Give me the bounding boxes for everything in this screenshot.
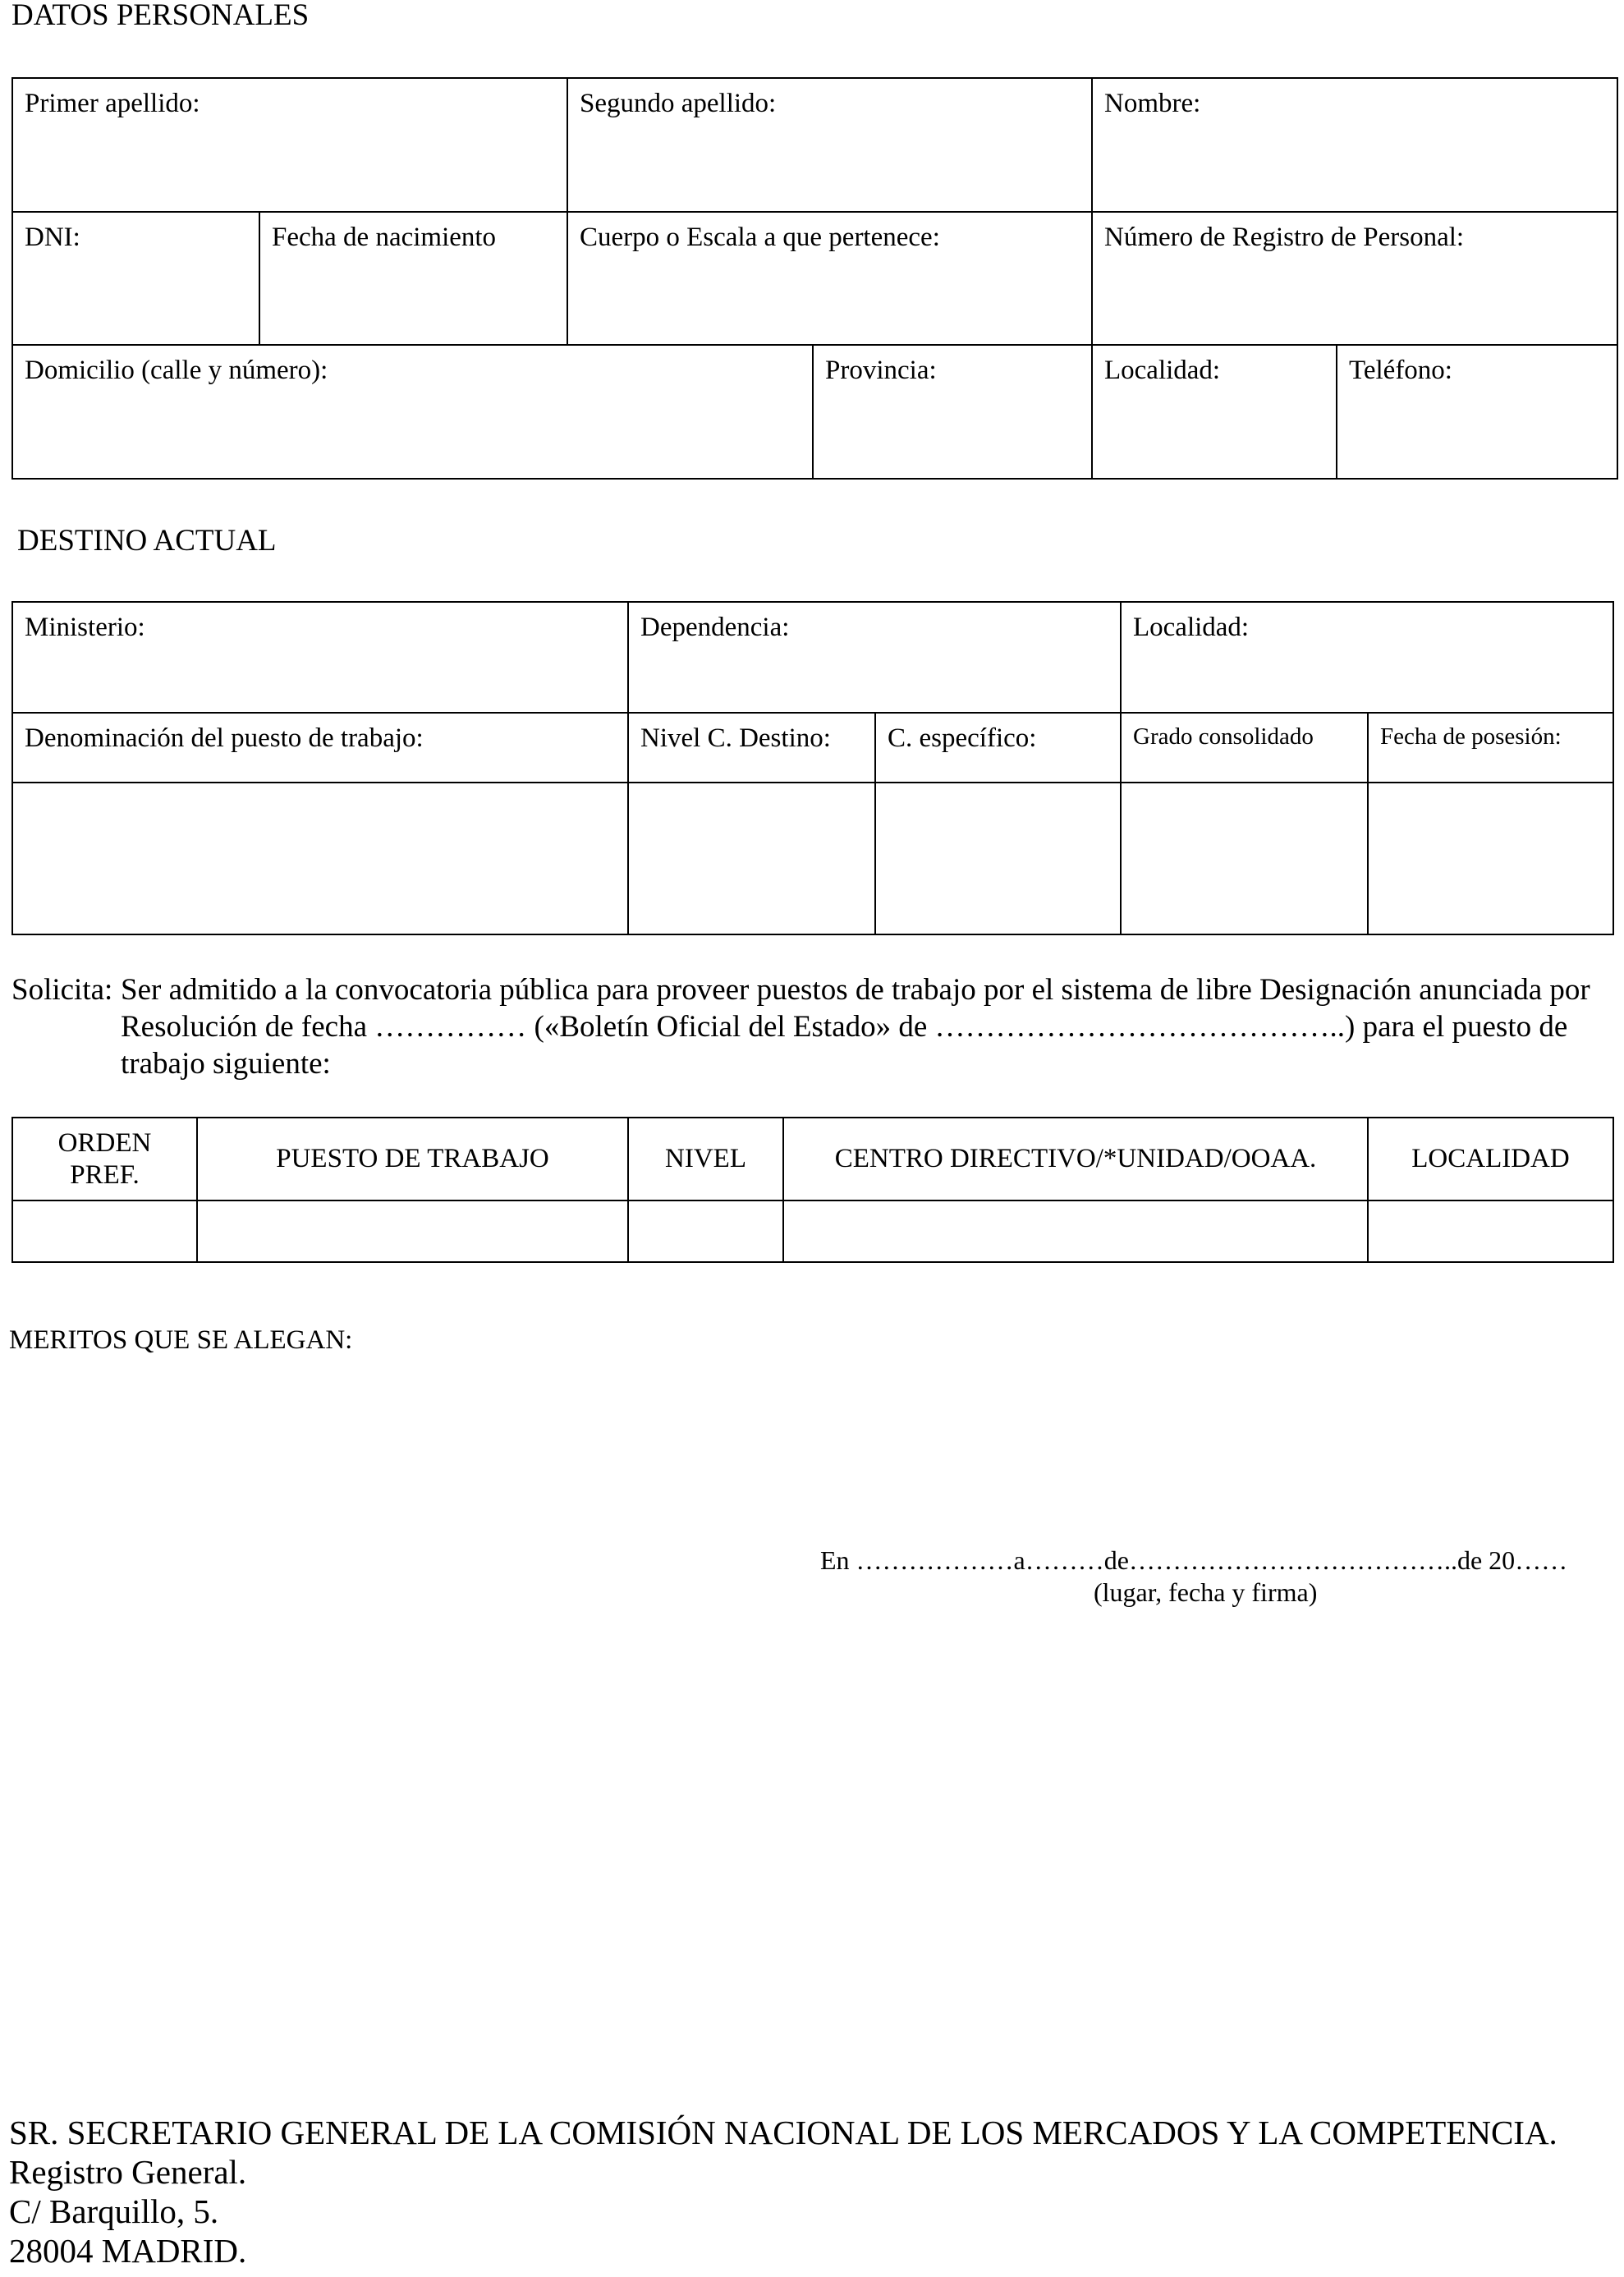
segundo-apellido-field [567,77,1093,213]
telefono-field [1336,344,1618,480]
dependencia-field [627,601,1122,714]
denominacion-puesto-value [11,782,629,935]
destino-actual-table [11,601,1614,935]
localidad-field [1091,344,1337,480]
orden-header-line: ORDEN [57,1127,152,1158]
localidad-label: Localidad: [1104,356,1221,385]
dni-label: DNI: [25,223,80,252]
solicita-line: trabajo siguiente: [121,1047,331,1081]
recipient-line: C/ Barquillo, 5. [9,2192,219,2230]
provincia-field [812,344,1093,480]
puesto-trabajo-header [196,1117,629,1201]
recipient-line: 28004 MADRID. [9,2232,247,2270]
lugar-fecha-line: En ………………a………de………………………………..de 20…… [820,1545,1568,1575]
denominacion-puesto-label: Denominación del puesto de trabajo: [25,723,424,753]
fecha-nacimiento-label: Fecha de nacimiento [272,223,497,252]
puesto-trabajo-value [196,1200,629,1263]
datos-personales-title: DATOS PERSONALES [11,0,310,32]
telefono-label: Teléfono: [1349,356,1452,385]
puestos-table [11,1117,1614,1263]
recipient-line: Registro General. [9,2153,247,2191]
lugar-fecha-firma-note: (lugar, fecha y firma) [1094,1577,1318,1607]
fecha-posesion-value [1367,782,1614,935]
centro-directivo-header-label: CENTRO DIRECTIVO/*UNIDAD/OOAA. [834,1144,1317,1173]
pref-header-line: PREF. [70,1159,140,1190]
destino-localidad-label: Localidad: [1133,613,1250,642]
denominacion-puesto-header [11,712,629,783]
localidad-header [1367,1117,1614,1201]
localidad-header-label: LOCALIDAD [1411,1144,1570,1173]
grado-consolidado-label: Grado consolidado [1133,723,1314,750]
primer-apellido-label: Primer apellido: [25,89,200,118]
solicita-line: Resolución de fecha …………… («Boletín Oficial del Estado» de …………………………………..) para el puesto de [121,1010,1568,1044]
nombre-field [1091,77,1618,213]
segundo-apellido-label: Segundo apellido: [580,89,777,118]
primer-apellido-field [11,77,568,213]
nivel-value [627,1200,784,1263]
datos-personales-table [11,77,1618,480]
domicilio-field [11,344,814,480]
dni-field [11,211,260,346]
cuerpo-escala-label: Cuerpo o Escala a que pertenece: [580,223,940,252]
destino-localidad-field [1120,601,1614,714]
grado-consolidado-value [1120,782,1369,935]
nivel-header-label: NIVEL [665,1144,746,1173]
localidad-value [1367,1200,1614,1263]
domicilio-label: Domicilio (calle y número): [25,356,328,385]
fecha-posesion-label: Fecha de posesión: [1380,723,1562,750]
orden-pref-header [11,1117,198,1201]
ministerio-label: Ministerio: [25,613,145,642]
dependencia-label: Dependencia: [640,613,790,642]
recipient-line: SR. SECRETARIO GENERAL DE LA COMISIÓN NACIONAL DE LOS MERCADOS Y LA COMPETENCIA. [9,2114,1557,2151]
meritos-label: MERITOS QUE SE ALEGAN: [9,1325,353,1355]
nombre-label: Nombre: [1104,89,1201,118]
centro-directivo-header [782,1117,1369,1201]
orden-pref-value [11,1200,198,1263]
fecha-nacimiento-field [259,211,568,346]
nivel-header [627,1117,784,1201]
numero-registro-field [1091,211,1618,346]
especifico-label: C. específico: [888,723,1037,753]
nivel-destino-label: Nivel C. Destino: [640,723,831,753]
puesto-trabajo-header-label: PUESTO DE TRABAJO [276,1144,549,1173]
grado-consolidado-header [1120,712,1369,783]
ministerio-field [11,601,629,714]
nivel-destino-value [627,782,876,935]
fecha-posesion-header [1367,712,1614,783]
especifico-value [874,782,1122,935]
destino-actual-title: DESTINO ACTUAL [17,524,277,558]
numero-registro-label: Número de Registro de Personal: [1104,223,1465,252]
solicita-label: Solicita: [11,973,113,1007]
cuerpo-escala-field [567,211,1093,346]
nivel-destino-header [627,712,876,783]
provincia-label: Provincia: [825,356,937,385]
solicita-text [121,971,1590,1082]
recipient-address [9,2113,1557,2270]
solicita-line: Ser admitido a la convocatoria pública para proveer puestos de trabajo por el sistema de libre Designación anunciada por [121,973,1590,1007]
especifico-header [874,712,1122,783]
centro-directivo-value [782,1200,1369,1263]
